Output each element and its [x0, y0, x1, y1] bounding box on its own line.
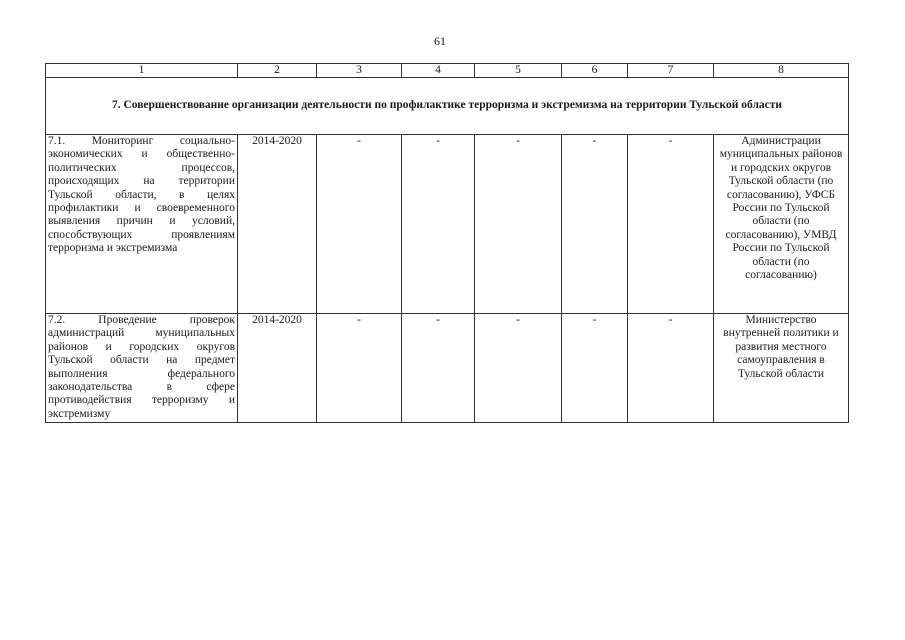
- row-col6: -: [562, 135, 628, 314]
- column-number-header-row: [46, 64, 849, 78]
- row-executor: Администрации муниципальных районов и городских округов Тульской области (по согласованию), УФСБ России по Тульской области (по согласованию), УМВД России по Тульской области (по согласованию): [714, 135, 849, 314]
- table-row: [46, 314, 849, 423]
- row-description: 7.2. Проведение проверок администраций муниципальных районов и городских округов Тульской области на предмет выполнения федерального законодательства в сфере противодействия терроризму и экстремизму: [46, 314, 238, 423]
- row-period: 2014-2020: [238, 314, 317, 423]
- section-title: 7. Совершенствование организации деятельности по профилактике терроризма и экстремизма на территории Тульской области: [46, 78, 849, 135]
- row-col5: -: [475, 135, 562, 314]
- column-header-5: 5: [475, 64, 562, 78]
- column-header-1: 1: [46, 64, 238, 78]
- row-executor: Министерство внутренней политики и развития местного самоуправления в Тульской области: [714, 314, 849, 423]
- row-col6: -: [562, 314, 628, 423]
- program-table: [45, 63, 849, 423]
- column-header-8: 8: [714, 64, 849, 78]
- page-number: 61: [434, 34, 446, 48]
- column-header-7: 7: [628, 64, 714, 78]
- column-header-3: 3: [317, 64, 402, 78]
- row-col3: -: [317, 135, 402, 314]
- row-col7: -: [628, 314, 714, 423]
- row-col4: -: [402, 314, 475, 423]
- row-col5: -: [475, 314, 562, 423]
- row-description: 7.1. Мониторинг социально-экономических и общественно-политических процессов, происходящих на территории Тульской области, в целях профилактики и своевременного выявления причин и условий, способствующих проявлениям терроризма и экстремизма: [46, 135, 238, 314]
- column-header-4: 4: [402, 64, 475, 78]
- column-header-2: 2: [238, 64, 317, 78]
- row-col4: -: [402, 135, 475, 314]
- table-row: [46, 135, 849, 314]
- row-col3: -: [317, 314, 402, 423]
- row-period: 2014-2020: [238, 135, 317, 314]
- row-col7: -: [628, 135, 714, 314]
- section-header-row: [46, 78, 849, 135]
- column-header-6: 6: [562, 64, 628, 78]
